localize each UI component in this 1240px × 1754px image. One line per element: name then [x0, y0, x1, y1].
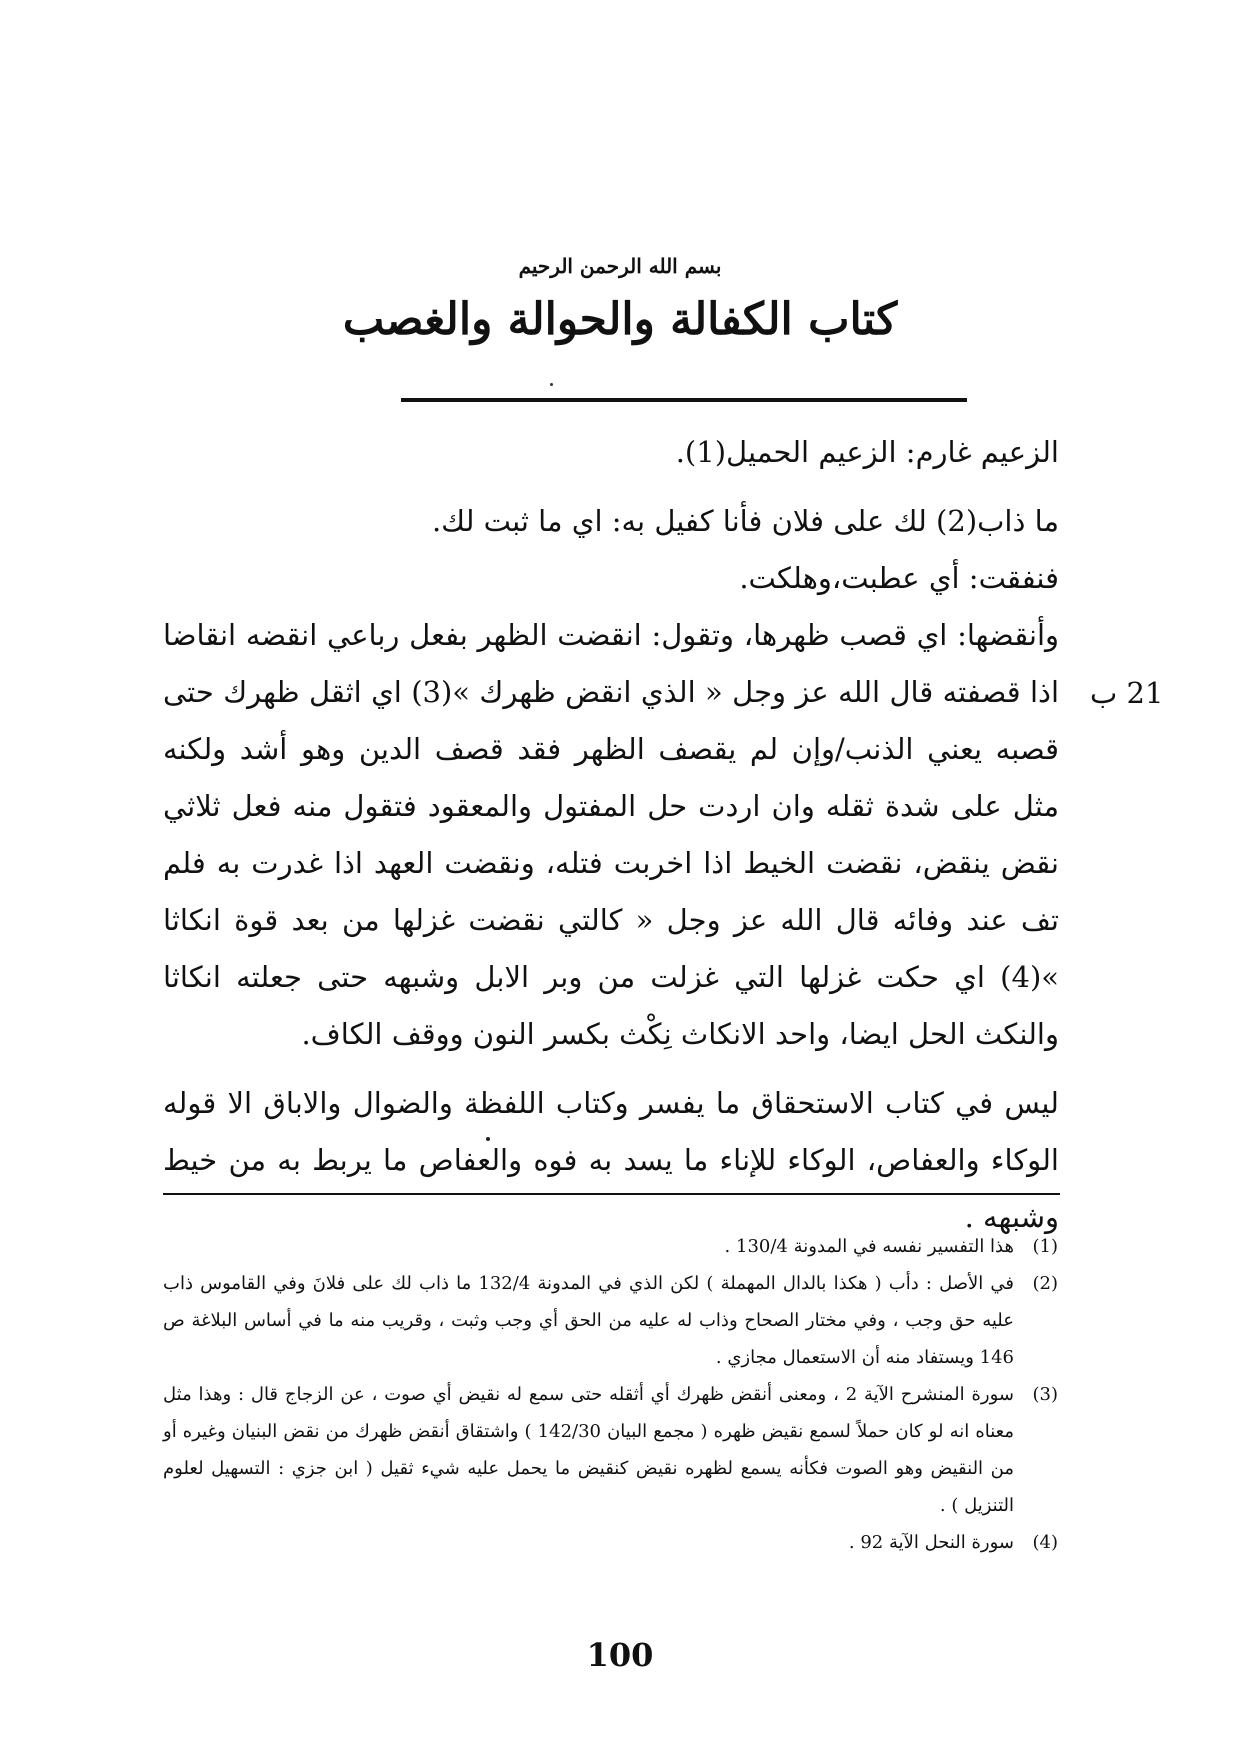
footnote-text: في الأصل : دأب ( هكذا بالدال المهملة ) لكن الذي في المدونة 132/4 ما ذاب لك على فلانَ وفي القاموس ذاب عليه حق وجب ، وفي مختار الصحاح وذاب له عليه من الحق أي وجب وثبت ، وقريب منه ما في أساس البلاغة ص 146 ويستفاد منه أن الاستعمال مجازي .: [163, 1273, 1014, 1368]
footnote-text: هذا التفسير نفسه في المدونة 130/4 .: [724, 1236, 1014, 1257]
footnote-number: (4): [1032, 1532, 1058, 1553]
margin-folio-note: 21 ب: [1090, 676, 1164, 710]
chapter-title: كتاب الكفالة والحوالة والغصب: [342, 294, 898, 345]
decorative-dot: [550, 383, 553, 386]
footnote-text: سورة النحل الآية 92 .: [848, 1532, 1014, 1553]
stray-dot: [486, 1137, 490, 1141]
footnote-1: [163, 1228, 1058, 1265]
footnote-number: (1): [1032, 1236, 1058, 1257]
footnote-2: [163, 1265, 1058, 1376]
entry-istihqaq: ليس في كتاب الاستحقاق ما يفسر وكتاب اللفظة والضوال والاباق الا قوله الوكاء والعفاص، الوكاء للإناء ما يسد به فوه والعفاص ما يربط به من خيط وشبهه .: [163, 1086, 1059, 1234]
entry-anqadaha: وأنقضها: اي قصب ظهرها، وتقول: انقضت الظهر بفعل رباعي انقضه انقاضا اذا قصفته قال الله عز وجل « الذي انقض ظهرك »(3) اي اثقل ظهرك حتى قصبه يعني الذنب/وإن لم يقصف الظهر فقد قصف الدين وهو أشد ولكنه مثل على شدة ثقله وان اردت حل المفتول والمعقود فتقول منه فعل ثلاثي نقض ينقض، نقضت الخيط اذا اخربت فتله، ونقضت العهد اذا غدرت به فلم تف عند وفائه قال الله عز وجل « كالتي نقضت غزلها من بعد قوة انكاثا »(4) اي حكت غزلها التي غزلت من وبر الابل وشبهه حتى جعلته انكاثا والنكث الحل ايضا، واحد الانكاث نِكْث بكسر النون ووقف الكاف.: [163, 618, 1060, 1051]
title-rule: [401, 398, 967, 402]
footnote-3: [163, 1376, 1058, 1524]
footnote-text: سورة المنشرح الآية 2 ، ومعنى أنقض ظهرك أي أثقله حتى سمع له نقيض أي صوت ، عن الزجاج قال : وهذا مثل معناه انه لو كان حملاً لسمع نقيض ظهره ( مجمع البيان 142/30 ) واشتقاق أنقض ظهرك من نقض البنيان وغيره أو من النقيض وهو الصوت فكأنه يسمع لظهره نقيض كنقيض ما يحمل عليه شيء ثقيل ( ابن جزي : التسهيل لعلوم التنزيل ) .: [163, 1384, 1014, 1516]
footnote-number: (2): [1032, 1273, 1058, 1294]
entry-ma-thab: ما ذاب(2) لك على فلان فأنا كفيل به: اي ما ثبت لك.: [431, 504, 1059, 538]
footnote-4: [163, 1524, 1058, 1561]
footnote-rule: [163, 1193, 1060, 1195]
page-number: 100: [586, 1636, 654, 1674]
footnote-number: (3): [1032, 1384, 1058, 1405]
main-text: [163, 424, 1059, 1246]
entry-fanafaqat: فنفقت: أي عطبت،وهلكت.: [739, 561, 1059, 595]
footnotes: [163, 1228, 1058, 1561]
basmala: بسم الله الرحمن الرحيم: [518, 254, 722, 278]
entry-zaeem: الزعيم غارم: الزعيم الحميل(1).: [675, 435, 1059, 469]
